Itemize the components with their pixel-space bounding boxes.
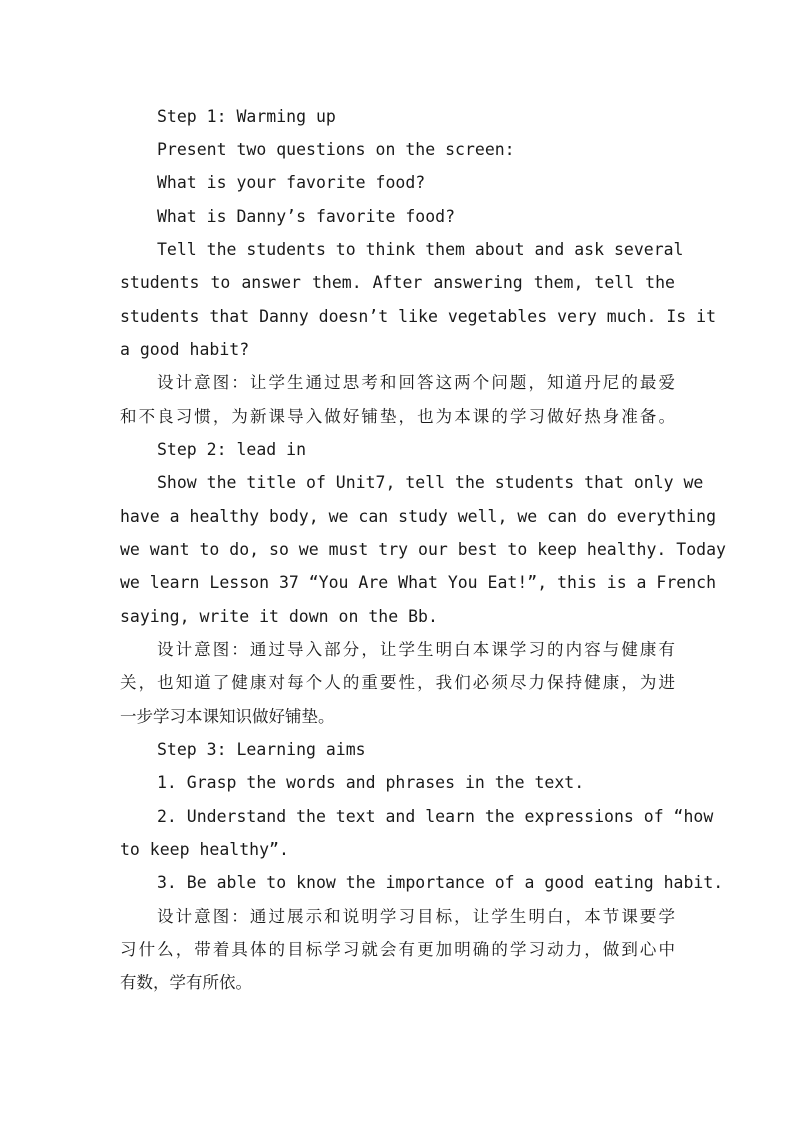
paragraph-line: a good habit? [120, 340, 250, 359]
paragraph-line: students to answer them. After answering them, tell the [120, 273, 675, 292]
design-intent-line: 关，也知道了健康对每个人的重要性，我们必须尽力保持健康，为进 [120, 673, 675, 692]
question-line: What is your favorite food? [157, 173, 426, 192]
text-line: Present two questions on the screen: [157, 140, 515, 159]
aim-item: 2. Understand the text and learn the expressions of “how [157, 807, 714, 826]
step3-heading: Step 3: Learning aims [157, 740, 366, 759]
aim-item: 3. Be able to know the importance of a good eating habit. [157, 873, 724, 892]
design-intent-line: 设计意图：通过展示和说明学习目标，让学生明白，本节课要学 [157, 907, 675, 926]
design-intent-line: 习什么，带着具体的目标学习就会有更加明确的学习动力，做到心中 [120, 940, 675, 959]
design-intent-line: 一步学习本课知识做好铺垫。 [120, 707, 335, 726]
paragraph-line: saying, write it down on the Bb. [120, 607, 438, 626]
paragraph-line: we want to do, so we must try our best to keep healthy. Today [120, 540, 726, 559]
paragraph-line: have a healthy body, we can study well, we can do everything [120, 507, 717, 526]
step2-heading: Step 2: lead in [157, 440, 307, 459]
question-line: What is Danny’s favorite food? [157, 207, 456, 226]
design-intent-line: 和不良习惯，为新课导入做好铺垫，也为本课的学习做好热身准备。 [120, 407, 675, 426]
design-intent-line: 设计意图：通过导入部分，让学生明白本课学习的内容与健康有 [157, 640, 675, 659]
design-intent-line: 设计意图：让学生通过思考和回答这两个问题，知道丹尼的最爱 [157, 373, 675, 392]
paragraph-line: Show the title of Unit7, tell the students that only we [157, 473, 704, 492]
paragraph-line: students that Danny doesn’t like vegetables very much. Is it [120, 307, 717, 326]
paragraph-line: we learn Lesson 37 “You Are What You Eat!”, this is a French [120, 573, 717, 592]
paragraph-line: Tell the students to think them about and ask several [157, 240, 684, 259]
design-intent-line: 有数，学有所依。 [120, 973, 252, 992]
aim-item-continued: to keep healthy”. [120, 840, 289, 859]
step1-heading: Step 1: Warming up [157, 107, 336, 126]
aim-item: 1. Grasp the words and phrases in the text. [157, 773, 585, 792]
